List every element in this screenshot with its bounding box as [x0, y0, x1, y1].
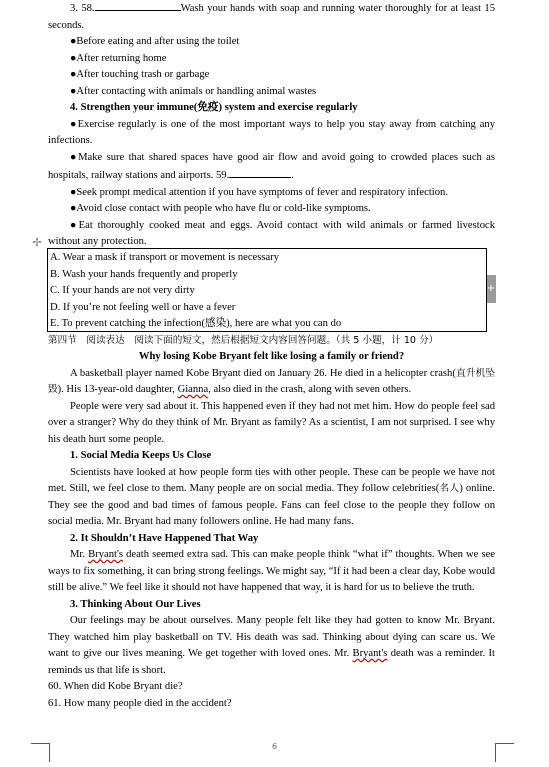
- section-4-instruction: 第四节 阅读表达 阅读下面的短文，然后根据短文内容回答问题。（共 5 小题，计 10 分）: [48, 335, 439, 346]
- options-box[interactable]: [47, 248, 487, 332]
- option-b: B. Wash your hands frequently and properly: [50, 268, 238, 280]
- paragraph: Our feelings may be about ourselves. Many people felt like they had gotten to know Mr. Bryant. They watched him play basketball on TV. His death was sad. Thinking about dying can scare us. We want to give our lives meaning. We get together with loved ones. Mr. Bryant's death was a reminder. It reminds us that life is short.: [48, 615, 495, 676]
- question-61: 61. How many people died in the accident?: [48, 697, 232, 709]
- bullet-item: ●Seek prompt medical attention if you have symptoms of fever and respiratory infection.: [70, 186, 448, 198]
- section-heading-4: 4. Strengthen your immune(免疫) system and exercise regularly: [70, 102, 358, 113]
- reading-section: [48, 332, 495, 712]
- option-d: D. If you’re not feeling well or have a fever: [50, 301, 236, 313]
- option-c: C. If your hands are not very dirty: [50, 285, 195, 296]
- bullet-item: ●After contacting with animals or handling animal wastes: [70, 85, 317, 97]
- move-handle-icon[interactable]: ✢: [32, 236, 42, 249]
- option-a: A. Wear a mask if transport or movement is necessary: [50, 252, 280, 263]
- page-number: 6: [271, 742, 278, 751]
- bullet-item: ●Before eating and after using the toilet: [70, 36, 240, 47]
- bullet-item: ●Exercise regularly is one of the most important ways to help you stay away from catching any infections.: [48, 118, 495, 146]
- bullet-item: ●Avoid close contact with people who have flu or cold-like symptoms.: [70, 203, 371, 214]
- paragraph: Scientists have looked at how people form ties with other people. These can be people we have not met. Still, we feel close to them. Many people are on social media. They follow celebrities(名人) online. They see the good and bad times of famous people. Fans can feel close to the people they follow on social media. Mr. Bryant had many followers online. He had many fans.: [48, 466, 496, 527]
- question-58: 3. 58. Wash your hands with soap and running water thoroughly for at least 15 seconds.: [48, 0, 495, 34]
- bullet-item-59: ●Make sure that shared spaces have good air flow and avoid going to crowded places such as hospitals, railway stations and airports. 59. .: [48, 151, 495, 181]
- option-e: E. To prevent catching the infection(感染), here are what you can do: [50, 318, 342, 329]
- bullet-item: ●After returning home: [70, 52, 167, 64]
- subheading-3: 3. Thinking About Our Lives: [70, 598, 201, 610]
- side-tab-icon[interactable]: +: [486, 275, 496, 303]
- bullet-item: ●After touching trash or garbage: [70, 69, 210, 80]
- document-page: [48, 0, 495, 251]
- answer-blank-59: [229, 166, 291, 178]
- paragraph: People were very sad about it. This happened even if they had not met him. How do people feel sad over a stranger? Why do they think of Mr. Bryant as family? As a scientist, I am not surprised. I see why his death hurt some people.: [48, 400, 495, 445]
- paragraph: A basketball player named Kobe Bryant died on January 26. He died in a helicopter crash(直升机坠毁). His 13-year-old daughter, Gianna, also died in the crash, along with seven others.: [48, 367, 496, 395]
- subheading-2: 2. It Shouldn’t Have Happened That Way: [70, 532, 259, 544]
- article-title: Why losing Kobe Bryant felt like losing a family or friend?: [138, 351, 405, 362]
- bullet-item: ●Eat thoroughly cooked meat and eggs. Avoid contact with wild animals or farmed livestock without any protection.: [48, 219, 495, 247]
- subheading-1: 1. Social Media Keeps Us Close: [70, 450, 212, 461]
- paragraph: Mr. Bryant's death seemed extra sad. This can make people think “what if” thoughts. When we see ways to fix something, it can bring strong feelings. We might say, “If it had been a clear day, Kobe would still be alive.” We feel like it should not have happened that way, it is hard for us to believe the truth.: [48, 549, 495, 593]
- answer-blank-58: [95, 0, 181, 11]
- question-60: 60. When did Kobe Bryant die?: [48, 681, 183, 692]
